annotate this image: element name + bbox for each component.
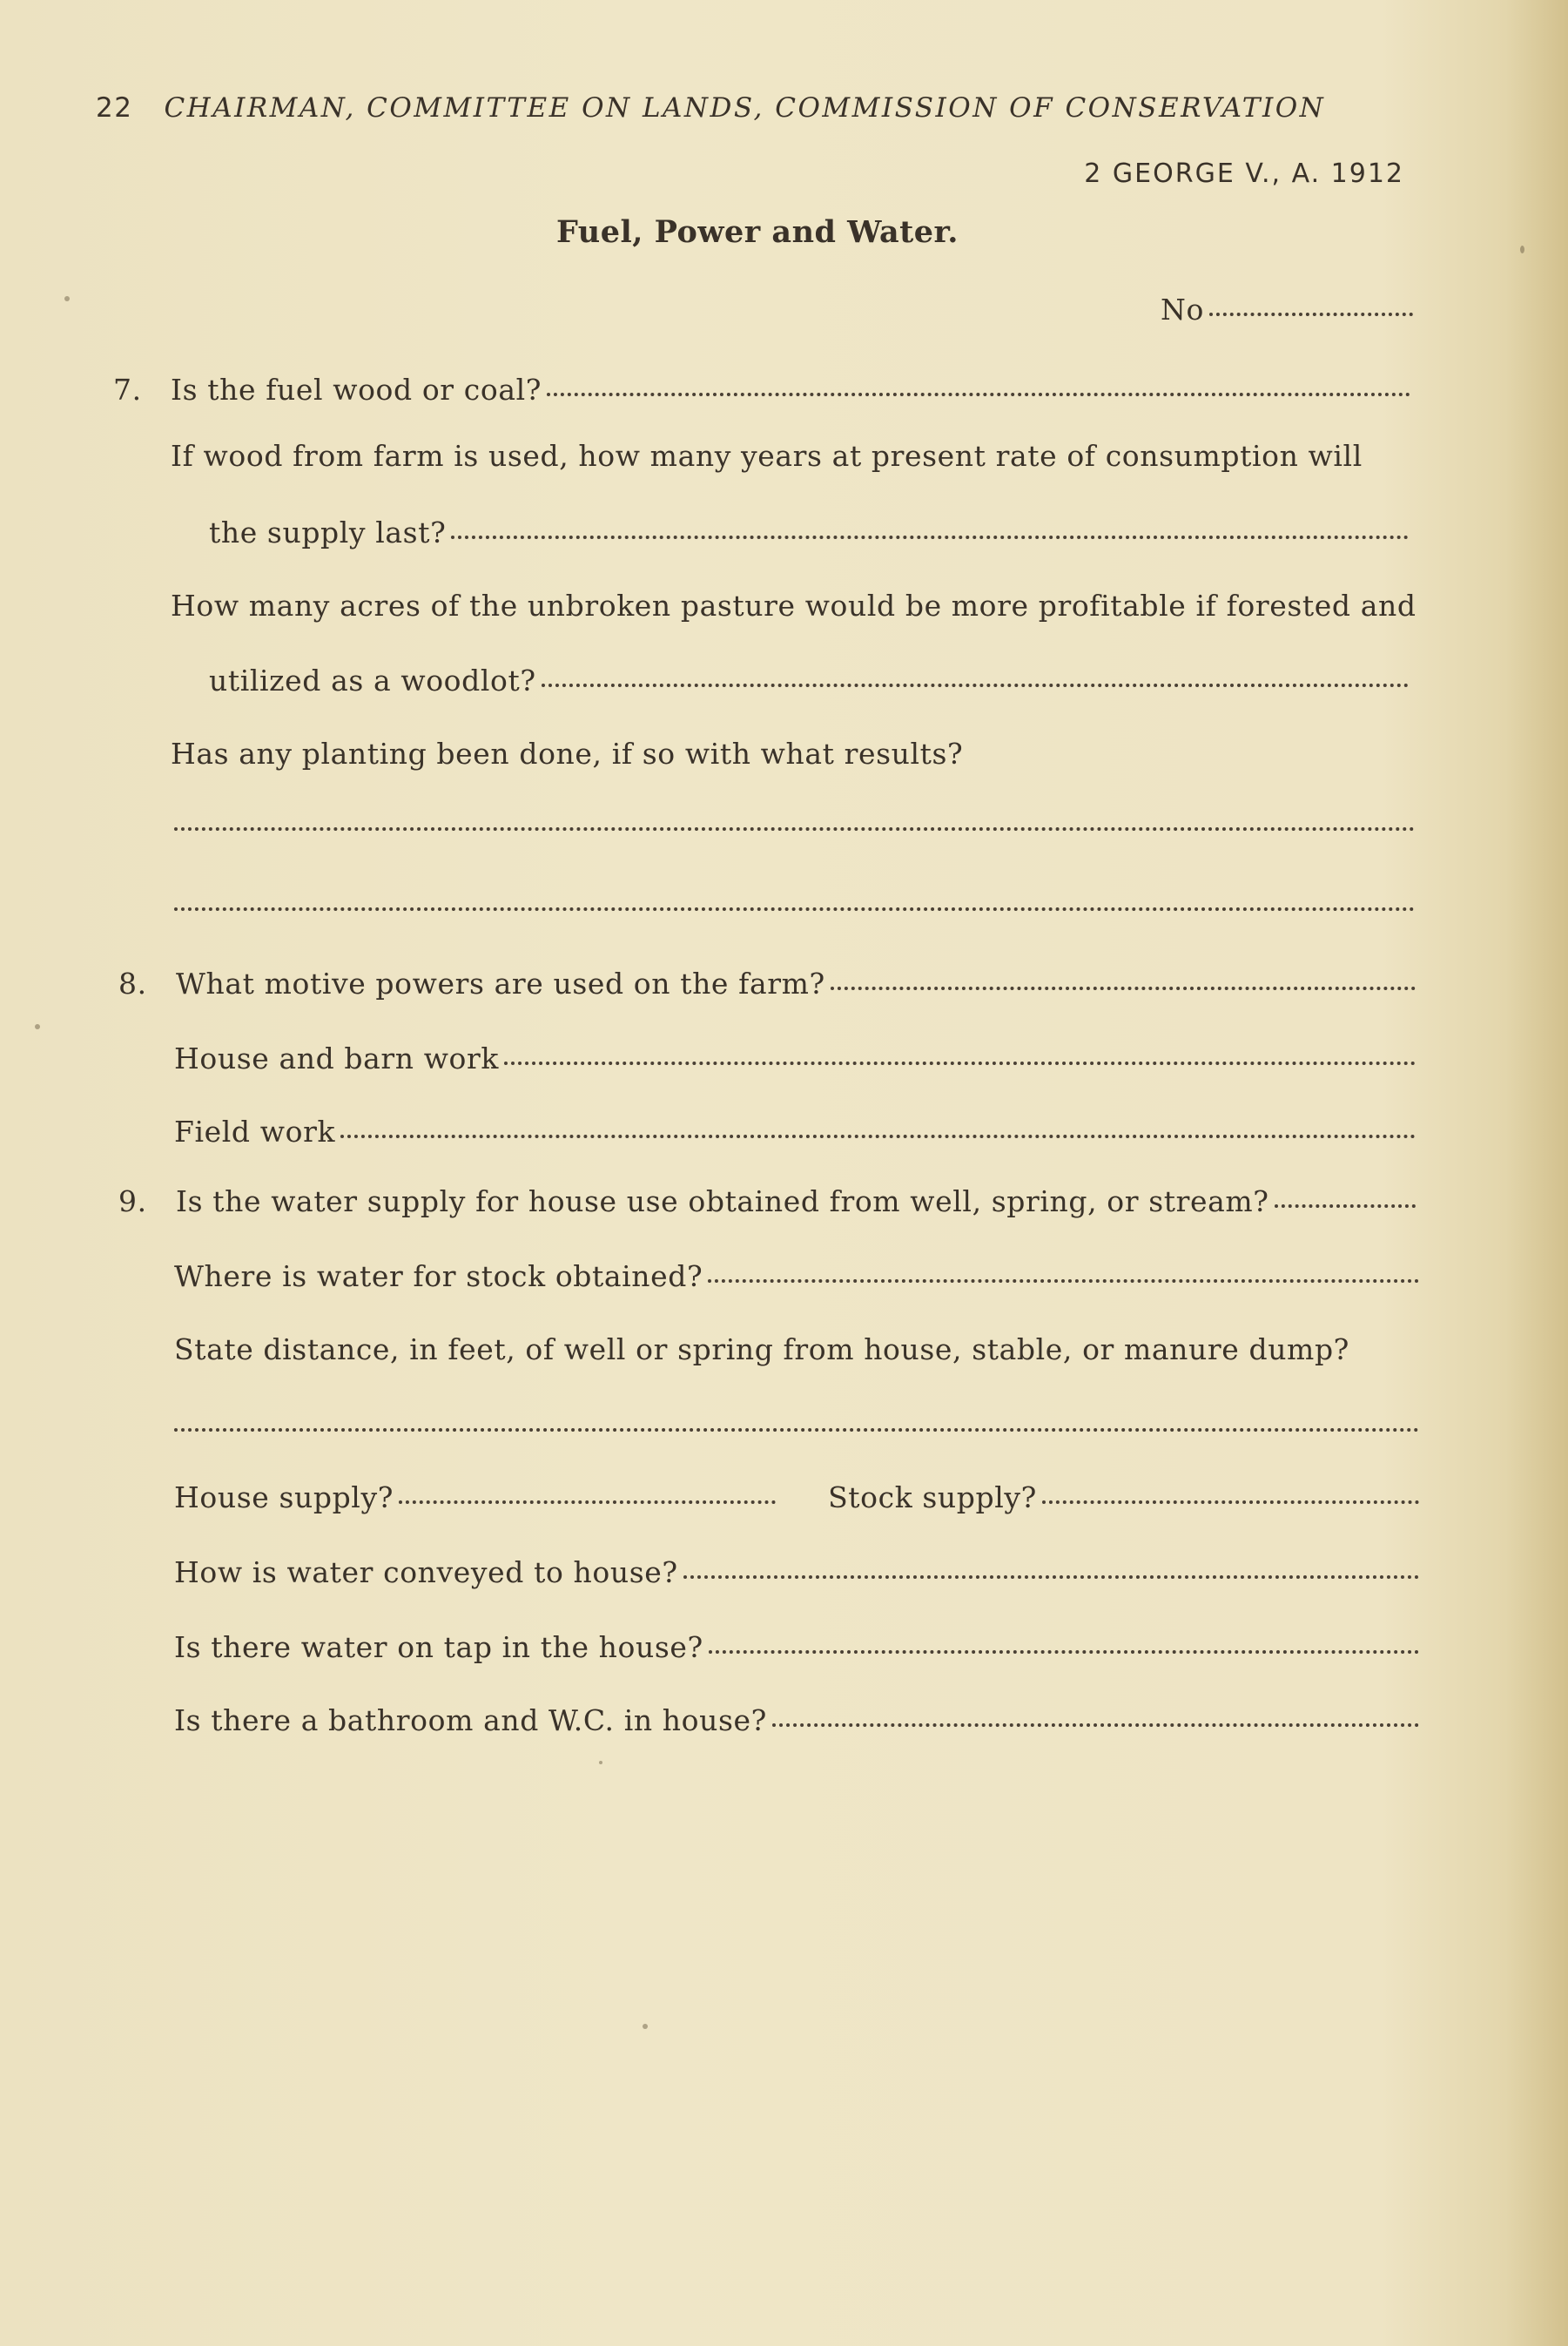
session-label: 2 GEORGE V., A. 1912: [1084, 158, 1404, 189]
question-number: 7.: [113, 373, 142, 407]
house-water-source-field[interactable]: [1275, 1204, 1416, 1208]
planting-answer-line-1[interactable]: [174, 827, 1415, 831]
stock-supply-label: Stock supply?: [828, 1480, 1037, 1514]
question-text: How many acres of the unbroken pasture would be more profitable if forested and: [171, 589, 1417, 623]
question-8: [118, 967, 1416, 1001]
question-text: What motive powers are used on the farm?: [176, 967, 825, 1001]
tap-line: [174, 1630, 1419, 1664]
question-text: How is water conveyed to house?: [174, 1555, 678, 1589]
wood-years-line-1: [171, 439, 1416, 473]
field-work-line: [174, 1115, 1416, 1149]
question-text: Has any planting been done, if so with what results?: [171, 737, 964, 771]
pasture-line-1: [171, 589, 1416, 623]
planting-answer-line-2[interactable]: [174, 907, 1415, 911]
question-text: Field work: [174, 1115, 336, 1149]
question-7: [113, 373, 1410, 407]
paper-speck: [599, 1761, 602, 1764]
section-title: Fuel, Power and Water.: [556, 214, 959, 250]
page-header: [96, 92, 1325, 124]
supply-years-field[interactable]: [451, 536, 1409, 539]
stock-water-field[interactable]: [708, 1279, 1419, 1283]
form-number-field[interactable]: [1209, 313, 1413, 316]
conveyed-line: [174, 1555, 1419, 1589]
question-9: [118, 1184, 1416, 1218]
page-number: 22: [96, 92, 133, 124]
question-text: Is the fuel wood or coal?: [171, 373, 542, 407]
field-work-field[interactable]: [340, 1135, 1416, 1138]
pasture-line-2: [209, 664, 1409, 698]
bathroom-line: [174, 1703, 1419, 1737]
question-number: 8.: [118, 967, 147, 1001]
fuel-type-field[interactable]: [547, 393, 1410, 396]
paper-speck: [643, 2024, 648, 2029]
running-head: CHAIRMAN, COMMITTEE ON LANDS, COMMISSION OF CONSERVATION: [164, 92, 1326, 124]
bathroom-field[interactable]: [772, 1723, 1419, 1727]
supply-line: [174, 1480, 1419, 1514]
distance-answer-line[interactable]: [174, 1428, 1419, 1432]
conveyed-field[interactable]: [683, 1575, 1419, 1579]
wood-years-line-2: [209, 516, 1409, 549]
planting-line: [171, 737, 1416, 771]
question-number: 9.: [118, 1184, 147, 1218]
house-barn-field[interactable]: [504, 1062, 1416, 1065]
house-supply-field[interactable]: [399, 1500, 776, 1504]
woodlot-acres-field[interactable]: [542, 684, 1409, 687]
paper-speck: [35, 1024, 40, 1029]
motive-powers-field[interactable]: [831, 987, 1416, 990]
question-text: House and barn work: [174, 1042, 499, 1075]
tap-field[interactable]: [709, 1650, 1419, 1654]
question-text: utilized as a woodlot?: [209, 664, 536, 698]
question-text: the supply last?: [209, 516, 447, 549]
distance-line: [174, 1332, 1428, 1366]
stock-supply-field[interactable]: [1042, 1500, 1419, 1504]
paper-speck: [64, 296, 70, 301]
form-number-line: [1161, 293, 1413, 327]
question-text: Is there water on tap in the house?: [174, 1630, 703, 1664]
question-text: Is there a bathroom and W.C. in house?: [174, 1703, 767, 1737]
question-text: State distance, in feet, of well or spring from house, stable, or manure dump?: [174, 1332, 1349, 1366]
house-barn-line: [174, 1042, 1416, 1075]
form-number-label: No: [1161, 293, 1204, 327]
house-supply-label: House supply?: [174, 1480, 394, 1514]
question-text: Where is water for stock obtained?: [174, 1259, 703, 1293]
question-text: If wood from farm is used, how many years at present rate of consumption will: [171, 439, 1363, 473]
paper-speck: [1520, 246, 1524, 253]
stock-water-line: [174, 1259, 1419, 1293]
question-text: Is the water supply for house use obtained from well, spring, or stream?: [176, 1184, 1269, 1218]
